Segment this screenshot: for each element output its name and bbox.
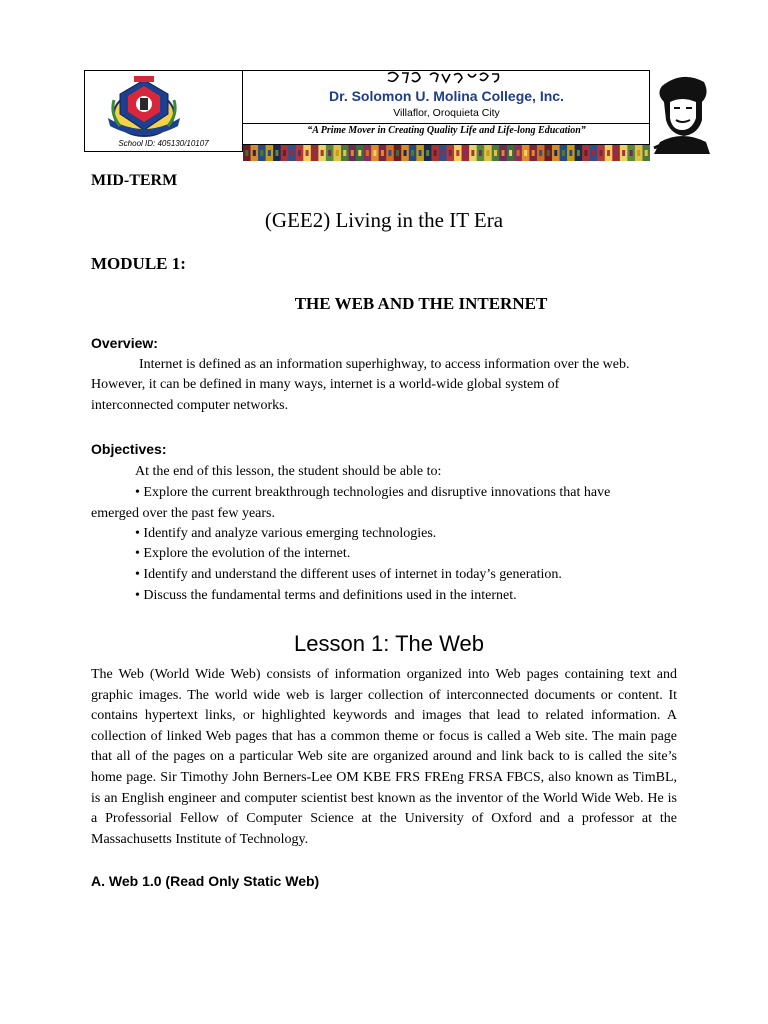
objective-item: • Identify and analyze various emerging technologies. — [135, 526, 437, 541]
stripe-accent — [517, 150, 520, 156]
stripe-accent — [547, 150, 550, 156]
college-name: Dr. Solomon U. Molina College, Inc. — [329, 88, 564, 104]
stripe-accent — [600, 150, 603, 156]
stripe-accent — [577, 150, 580, 156]
stripe-accent — [539, 150, 542, 156]
stripe-accent — [388, 150, 391, 156]
stripe-accent — [615, 150, 618, 156]
stripe-accent — [637, 150, 640, 156]
stripe-accent — [358, 150, 361, 156]
stripe-accent — [584, 150, 587, 156]
objective-item: • Discuss the fundamental terms and definitions used in the internet. — [135, 588, 517, 603]
objective-item: • Explore the evolution of the internet. — [135, 546, 351, 561]
objective-item: • Identify and understand the different uses of internet in today’s generation. — [135, 567, 562, 582]
woven-pattern-stripe — [243, 145, 650, 161]
stripe-accent — [351, 150, 354, 156]
stripe-accent — [404, 150, 407, 156]
overview-heading: Overview: — [91, 335, 158, 351]
stripe-accent — [607, 150, 610, 156]
stripe-accent — [275, 150, 278, 156]
stripe-accent — [471, 150, 474, 156]
stripe-accent — [321, 150, 324, 156]
stripe-accent — [509, 150, 512, 156]
stripe-accent — [411, 150, 414, 156]
lesson-paragraph: The Web (World Wide Web) consists of information organized into Web pages containing text and graphic images. The world wide web is larger collection of interconnected documents or content. It contains hypertext links, or highlighted keywords and images that lead to related information. A collection of linked Web pages that has a common theme or focus is called a Web site. The main page that all of the pages on a particular Web site are organized around and link back to is called the site’s home page. Sir Timothy John Berners-Lee OM KBE FRS FREng FRSA FBCS, also known as TimBL, is an English engineer and computer scientist best known as the inventor of the World Wide Web. He is a Professorial Fellow of Computer Science at the University of Oxford and a professor at the Massachusetts Institute of Technology. — [91, 667, 677, 847]
stripe-accent — [449, 150, 452, 156]
school-id: School ID: 405130/10107 — [118, 139, 209, 148]
stripe-accent — [532, 150, 535, 156]
objective-item: emerged over the past few years. — [91, 506, 275, 521]
stripe-accent — [441, 150, 444, 156]
web1-subheading: A. Web 1.0 (Read Only Static Web) — [91, 873, 320, 889]
stripe-accent — [313, 150, 316, 156]
stripe-accent — [396, 150, 399, 156]
lesson-title: Lesson 1: The Web — [294, 631, 484, 656]
stripe-accent — [630, 150, 633, 156]
baybayin-script-mark — [384, 70, 504, 86]
college-seal-logo — [100, 74, 188, 140]
stripe-accent — [366, 150, 369, 156]
overview-line: interconnected computer networks. — [91, 398, 289, 413]
stripe-accent — [336, 150, 339, 156]
overview-line: Internet is defined as an information superhighway, to access information over the web. — [139, 357, 630, 372]
objective-item: • Explore the current breakthrough technologies and disruptive innovations that have — [135, 485, 611, 500]
college-motto: “A Prime Mover in Creating Quality Life and Life-long Education” — [307, 125, 586, 136]
stripe-accent — [343, 150, 346, 156]
stripe-accent — [592, 150, 595, 156]
stripe-accent — [260, 150, 263, 156]
stripe-accent — [479, 150, 482, 156]
stripe-accent — [245, 150, 248, 156]
stripe-accent — [645, 150, 648, 156]
stripe-accent — [373, 150, 376, 156]
overview-line: However, it can be defined in many ways, internet is a world-wide global system of — [91, 377, 560, 392]
stripe-accent — [464, 150, 467, 156]
founder-portrait — [652, 72, 712, 154]
stripe-accent — [268, 150, 271, 156]
module-label: MODULE 1: — [91, 254, 186, 273]
stripe-accent — [381, 150, 384, 156]
stripe-accent — [253, 150, 256, 156]
objectives-intro: At the end of this lesson, the student should be able to: — [135, 464, 442, 479]
college-address: Villaflor, Oroquieta City — [393, 107, 500, 119]
stripe-accent — [494, 150, 497, 156]
stripe-accent — [328, 150, 331, 156]
stripe-accent — [622, 150, 625, 156]
stripe-accent — [502, 150, 505, 156]
stripe-accent — [434, 150, 437, 156]
stripe-accent — [426, 150, 429, 156]
midterm-label: MID-TERM — [91, 172, 178, 189]
stripe-accent — [290, 150, 293, 156]
objectives-heading: Objectives: — [91, 441, 167, 457]
stripe-accent — [306, 150, 309, 156]
stripe-accent — [283, 150, 286, 156]
stripe-accent — [524, 150, 527, 156]
stripe-accent — [569, 150, 572, 156]
stripe-accent — [562, 150, 565, 156]
stripe-accent — [419, 150, 422, 156]
course-title: (GEE2) Living in the IT Era — [264, 208, 504, 232]
stripe-accent — [298, 150, 301, 156]
stripe-accent — [554, 150, 557, 156]
stripe-accent — [456, 150, 459, 156]
stripe-accent — [486, 150, 489, 156]
module-title: THE WEB AND THE INTERNET — [294, 294, 548, 313]
